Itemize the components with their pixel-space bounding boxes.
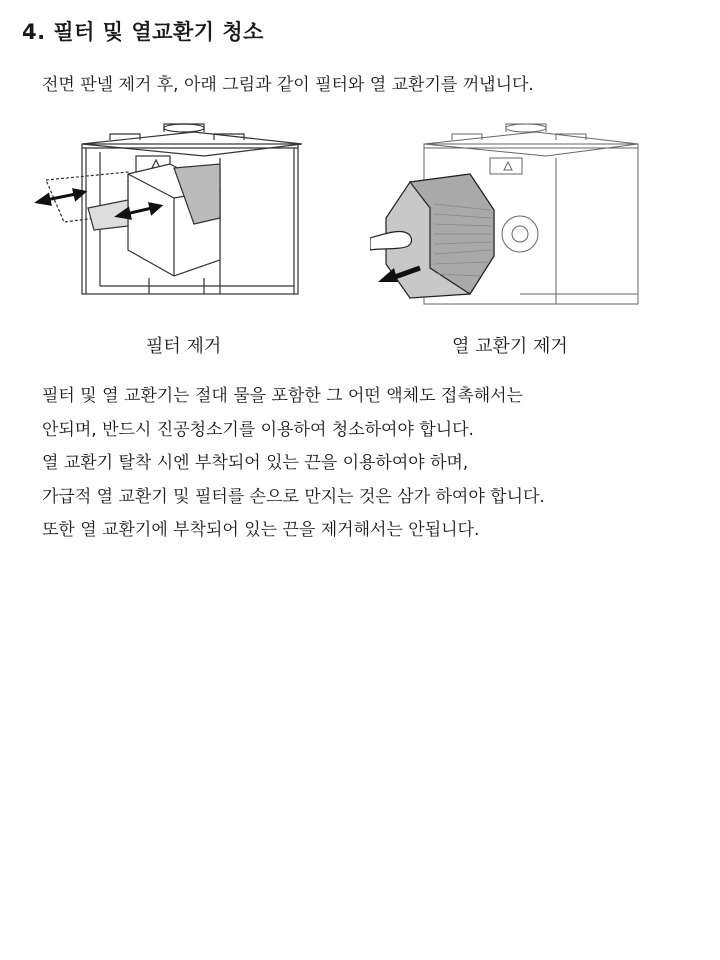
instruction-line: 안되며, 반드시 진공청소기를 이용하여 청소하여야 합니다. xyxy=(42,419,474,440)
cleaning-instructions xyxy=(42,380,545,548)
instruction-line: 가급적 열 교환기 및 필터를 손으로 만지는 것은 삼가 하여야 합니다. xyxy=(42,486,545,507)
instruction-line: 필터 및 열 교환기는 절대 물을 포함한 그 어떤 액체도 접촉해서는 xyxy=(42,386,524,406)
filter-removal-illustration xyxy=(24,118,324,318)
instruction-line: 또한 열 교환기에 부착되어 있는 끈을 제거해서는 안됩니다. xyxy=(42,520,480,540)
filter-removal-caption: 필터 제거 xyxy=(146,336,222,357)
intro-text: 전면 판넬 제거 후, 아래 그림과 같이 필터와 열 교환기를 꺼냅니다. xyxy=(42,75,534,95)
heat-exchanger-removal-illustration xyxy=(370,118,642,318)
heat-exchanger-removal-caption: 열 교환기 제거 xyxy=(452,336,568,357)
instruction-line: 열 교환기 탈착 시엔 부착되어 있는 끈을 이용하여야 하며, xyxy=(42,453,469,473)
section-title: 4. 필터 및 열교환기 청소 xyxy=(22,20,264,44)
